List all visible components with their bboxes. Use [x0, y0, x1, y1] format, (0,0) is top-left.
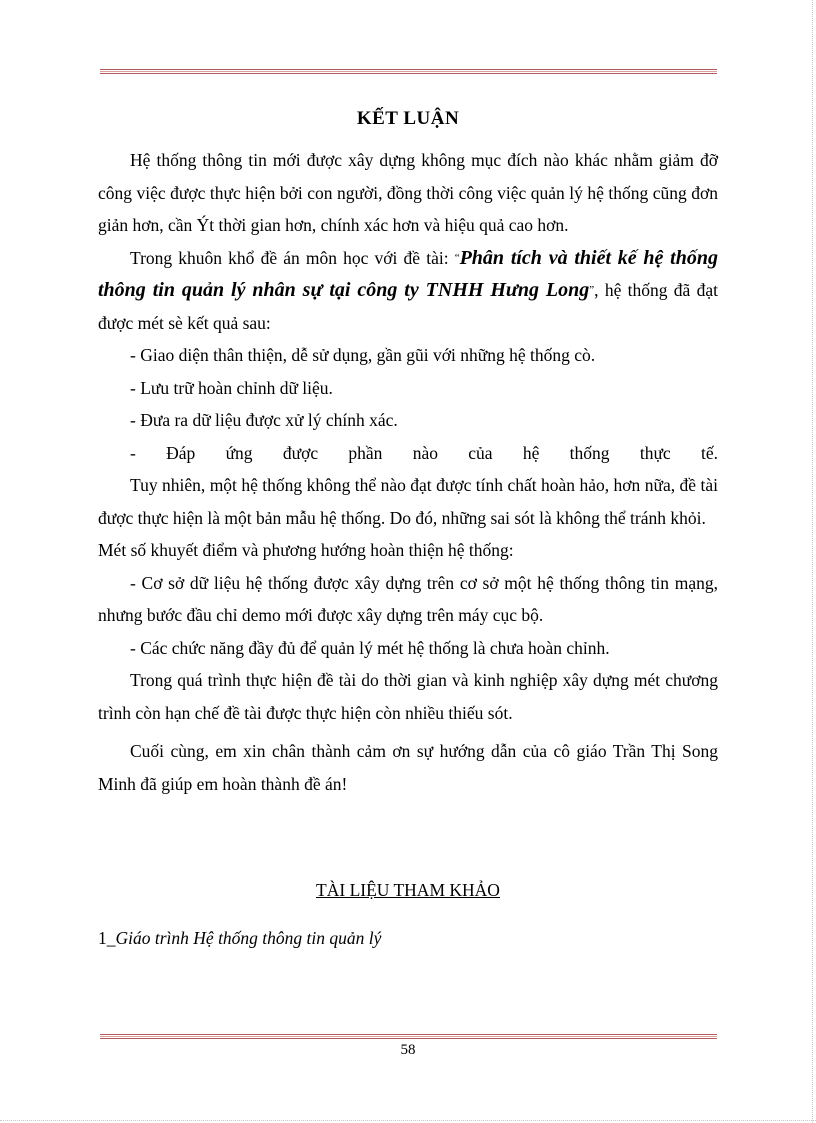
page-edge-bottom [0, 1120, 816, 1121]
reference-item [98, 926, 718, 950]
reference-number: 1_ [98, 928, 116, 948]
footer-rule [100, 1034, 717, 1039]
references-title: TÀI LIỆU THAM KHẢO [316, 880, 500, 900]
paragraph-process: Trong quá trình thực hiện đề tài do thời gian và kinh nghiệp xây dựng mét chương trình còn hạn chế đề tài được thực hiện còn nhiều thiếu sót. [98, 670, 718, 723]
page-edge-right [812, 0, 813, 1123]
result-item: - Đưa ra dữ liệu được xử lý chính xác. [130, 410, 398, 430]
page-body [98, 108, 718, 950]
page-number: 58 [400, 1042, 416, 1058]
result-item: - Lưu trữ hoàn chỉnh dữ liệu. [130, 377, 333, 398]
header-rule [100, 69, 717, 74]
result-item: - Giao diện thân thiện, dễ sử dụng, gần gũi với những hệ thống cò. [130, 345, 596, 365]
topic-tail-text: , hệ thống đã đạt được mét sè kết quả sau: [98, 280, 718, 333]
paragraph-topic [98, 242, 718, 340]
paragraph-limitations: Tuy nhiên, một hệ thống không thể nào đạt được tính chất hoàn hảo, hơn nữa, đề tài được thực hiện là một bản mẫu hệ thống. Do đó, những sai sót là không thể tránh khỏi. [98, 475, 718, 528]
improvement-item: - Cơ sở dữ liệu hệ thống được xây dựng trên cơ sở một hệ thống thông tin mạng, nhưng bước đầu chỉ demo mới được xây dựng trên máy cục bộ. [98, 572, 718, 625]
paragraph-intro: Hệ thống thông tin mới được xây dựng không mục đích nào khác nhằm giảm đỡ công việc được thực hiện bởi con người, đồng thời công việc quản lý hệ thống cũng đơn giản hơn, cần Ýt thời gian hơn, chính xác hơn và hiệu quả cao hơn. [98, 150, 718, 235]
paragraph-improvements-heading: Mét số khuyết điểm và phương hướng hoàn thiện hệ thống: [98, 540, 514, 560]
project-topic: Phân tích và thiết kế hệ thống thông tin quản lý nhân sự tại công ty TNHH Hưng Long [98, 246, 718, 301]
quote-close: ” [589, 284, 595, 296]
result-item: - Đáp ứng được phần nào của hệ thống thực tế. [130, 442, 718, 463]
section-title: KẾT LUẬN [356, 108, 460, 129]
quote-open: “ [454, 251, 460, 264]
reference-title: Giáo trình Hệ thống thông tin quản lý [115, 928, 382, 948]
improvement-item: - Các chức năng đầy đủ để quản lý mét hệ thống là chưa hoàn chỉnh. [130, 637, 610, 658]
paragraph-thanks: Cuối cùng, em xin chân thành cảm ơn sự hướng dẫn của cô giáo Trần Thị Song Minh đã giúp em hoàn thành đề án! [98, 741, 718, 794]
topic-intro-text: Trong khuôn khổ đề án môn học với đề tài: [130, 247, 455, 268]
